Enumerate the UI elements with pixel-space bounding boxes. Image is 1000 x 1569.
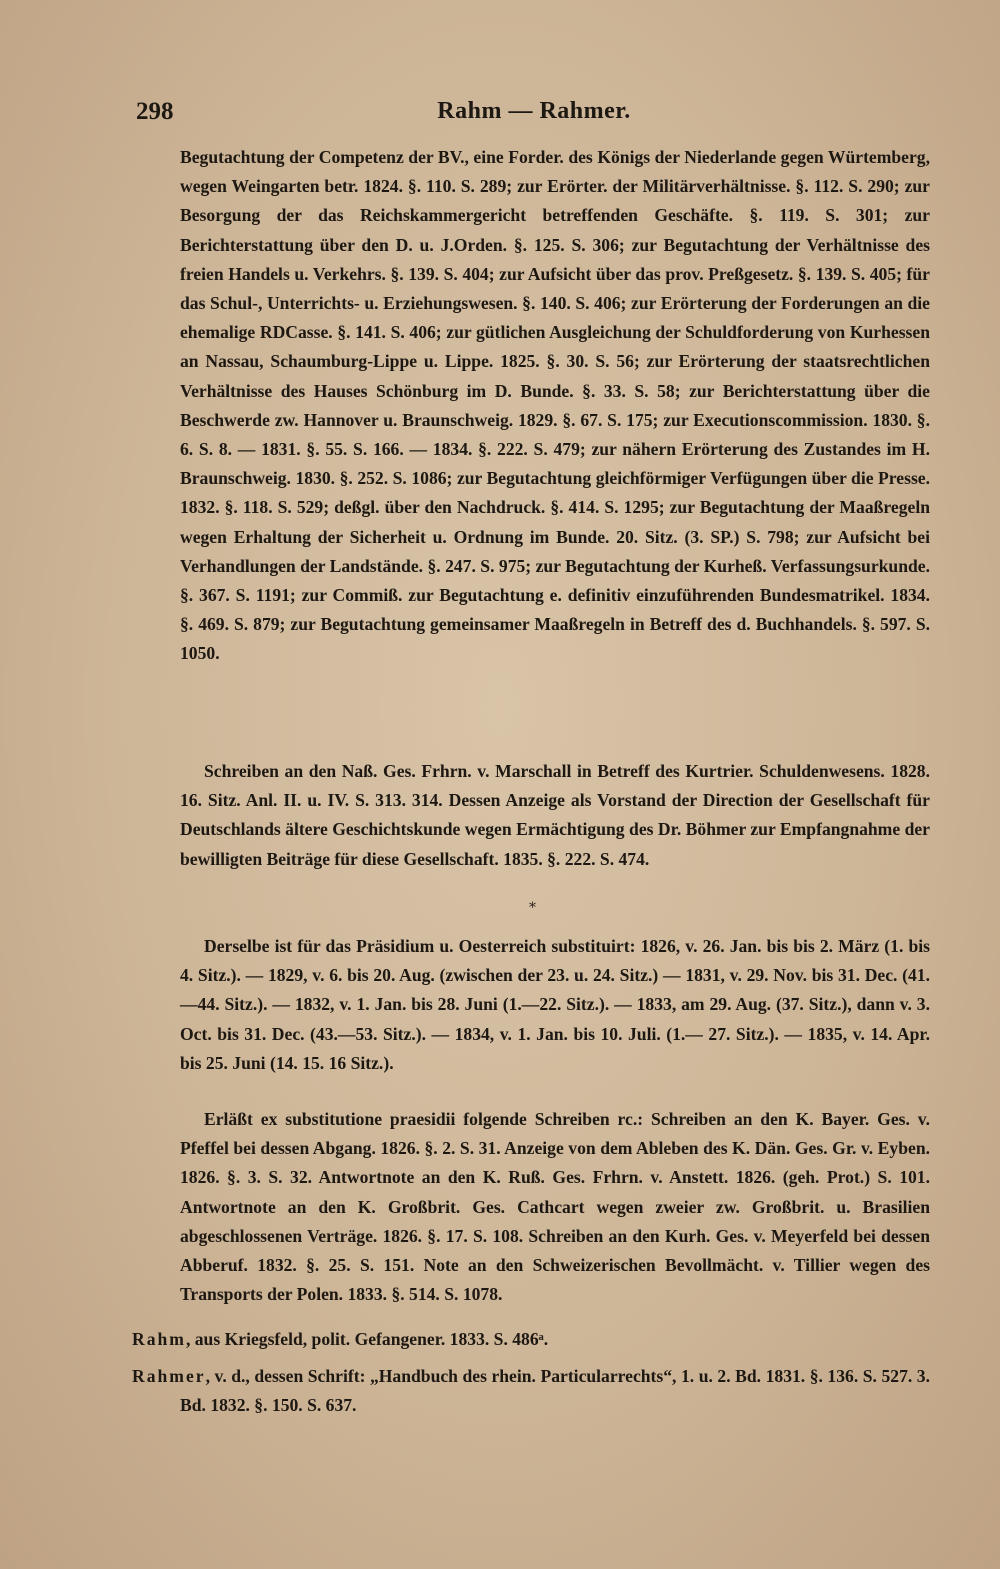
- page-header: [130, 96, 938, 136]
- section-divider: *: [529, 900, 536, 916]
- entry-headword: Rahmer: [132, 1366, 206, 1386]
- running-title: Rahm — Rahmer.: [437, 98, 631, 124]
- entry-rahmer: [132, 1362, 930, 1420]
- entry-text: , v. d., dessen Schrift: „Handbuch des rhein. Particularrechts“, 1. u. 2. Bd. 1831. §. 136. S. 527. 3. Bd. 1832. §. 150. S. 637.: [180, 1366, 930, 1416]
- page-number: 298: [136, 98, 174, 125]
- paragraph-letters: Erläßt ex substitutione praesidii folgende Schreiben rc.: Schreiben an den K. Bayer. Ges. v. Pfeffel bei dessen Abgang. 1826. §. 2. S. 31. Anzeige von dem Ableben des K. Dän. Ges. Gr. v. Eyben. 1826. §. 3. S. 32. Antwortnote an den K. Ruß. Ges. Frhrn. v. Anstett. 1826. (geh. Prot.) S. 101. Antwortnote an den K. Großbrit. Ges. Cathcart wegen zweier zw. Großbrit. u. Brasilien abgeschlossenen Verträge. 1826. §. 17. S. 108. Schreiben an den Kurh. Ges. v. Meyerfeld bei dessen Abberuf. 1832. §. 25. S. 151. Note an den Schweizerischen Bevollmächt. v. Tillier wegen des Transports der Polen. 1833. §. 514. S. 1078.: [180, 1109, 930, 1305]
- paragraph-marschall: Schreiben an den Naß. Ges. Frhrn. v. Marschall in Betreff des Kurtrier. Schuldenwesens. 1828. 16. Sitz. Anl. II. u. IV. S. 313. 314. Dessen Anzeige als Vorstand der Direction der Gesellschaft für Deutschlands ältere Geschichtskunde wegen Ermächtigung des Dr. Böhmer zur Empfangnahme der bewilligten Beiträge für diese Gesellschaft. 1835. §. 222. S. 474.: [180, 761, 930, 869]
- entry-headword: Rahm: [132, 1329, 186, 1349]
- entry-text: , aus Kriegsfeld, polit. Gefangener. 1833. S. 486ᵃ.: [185, 1329, 549, 1349]
- paragraph-substitution: Derselbe ist für das Präsidium u. Oesterreich substituirt: 1826, v. 26. Jan. bis bis 2. März (1. bis 4. Sitz.). — 1829, v. 6. bis 20. Aug. (zwischen der 23. u. 24. Sitz.) — 1831, v. 29. Nov. bis 31. Dec. (41.—44. Sitz.). — 1832, v. 1. Jan. bis 28. Juni (1.—22. Sitz.). — 1833, am 29. Aug. (37. Sitz.), dann v. 3. Oct. bis 31. Dec. (43.—53. Sitz.). — 1834, v. 1. Jan. bis 10. Juli. (1.— 27. Sitz.). — 1835, v. 14. Apr. bis 25. Juni (14. 15. 16 Sitz.).: [180, 936, 930, 1073]
- paragraph-committees: Begutachtung der Competenz der BV., eine Forder. des Königs der Niederlande gegen Würtemberg, wegen Weingarten betr. 1824. §. 110. S. 289; zur Erörter. der Militärverhältnisse. §. 112. S. 290; zur Besorgung der das Reichskammergericht betreffenden Geschäfte. §. 119. S. 301; zur Berichterstattung über den D. u. J.Orden. §. 125. S. 306; zur Begutachtung der Verhältnisse des freien Handels u. Verkehrs. §. 139. S. 404; zur Aufsicht über das prov. Preßgesetz. §. 139. S. 405; für das Schul-, Unterrichts- u. Erziehungswesen. §. 140. S. 406; zur Erörterung der Forderungen an die ehemalige RDCasse. §. 141. S. 406; zur gütlichen Ausgleichung der Schuldforderung von Kurhessen an Nassau, Schaumburg-Lippe u. Lippe. 1825. §. 30. S. 56; zur Erörterung der staatsrechtlichen Verhältnisse des Hauses Schönburg im D. Bunde. §. 33. S. 58; zur Berichterstattung über die Beschwerde zw. Hannover u. Braunschweig. 1829. §. 67. S. 175; zur Executionscommission. 1830. §. 6. S. 8. — 1831. §. 55. S. 166. — 1834. §. 222. S. 479; zur nähern Erörterung des Zustandes im H. Braunschweig. 1830. §. 252. S. 1086; zur Begutachtung gleichförmiger Verfügungen über die Presse. 1832. §. 118. S. 529; deßgl. über den Nachdruck. §. 414. S. 1295; zur Begutachtung der Maaßregeln wegen Erhaltung der Sicherheit u. Ordnung im Bunde. 20. Sitz. (3. SP.) S. 798; zur Aufsicht bei Verhandlungen der Landstände. §. 247. S. 975; zur Begutachtung der Kurheß. Verfassungsurkunde. §. 367. S. 1191; zur Commiß. zur Begutachtung e. definitiv einzuführenden Bundesmatrikel. 1834. §. 469. S. 879; zur Begutachtung gemeinsamer Maaßregeln in Betreff des d. Buchhandels. §. 597. S. 1050.: [180, 147, 930, 664]
- entry-rahm: [132, 1325, 930, 1354]
